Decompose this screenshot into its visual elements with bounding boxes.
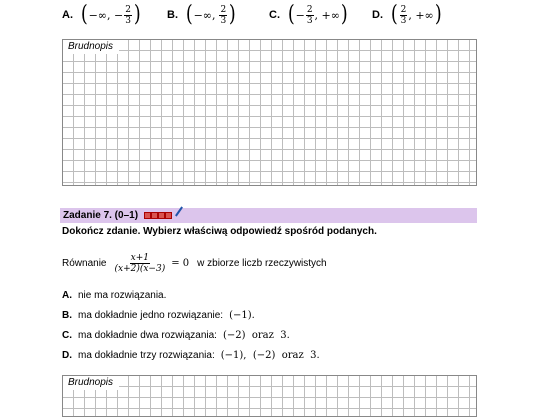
- equation: $\frac{x+1}{(x+2)(x-3)}$ = 0: [114, 252, 190, 274]
- option-c[interactable]: C. ( − $\frac{2}{3}$ , +∞ ): [269, 2, 348, 27]
- equation-line: [62, 250, 327, 276]
- scratchpad-label: Brudnopis: [63, 40, 119, 54]
- scratchpad-grid-bottom[interactable]: [62, 375, 477, 417]
- previous-options-row: [62, 4, 482, 30]
- answer-a[interactable]: A. nie ma rozwiązania.: [62, 290, 167, 301]
- answer-d[interactable]: D. ma dokładnie trzy rozwiązania: (−1), (−2) oraz 3.: [62, 350, 320, 361]
- option-b-interval: ( −∞, $\frac{2}{3}$ ): [185, 2, 236, 27]
- option-d-interval: ( $\frac{2}{3}$ , +∞ ): [390, 2, 442, 27]
- answer-c[interactable]: C. ma dokładnie dwa rozwiązania: (−2) oraz 3.: [62, 330, 290, 341]
- task-title: Zadanie 7. (0–1): [63, 210, 139, 221]
- equation-suffix: w zbiorze liczb rzeczywistych: [197, 257, 327, 269]
- option-c-interval: ( − $\frac{2}{3}$ , +∞ ): [287, 2, 348, 27]
- task-header: [60, 208, 477, 223]
- option-d[interactable]: D. ( $\frac{2}{3}$ , +∞ ): [372, 2, 442, 27]
- equation-prefix: Równanie: [62, 257, 107, 269]
- option-b[interactable]: B. ( −∞, $\frac{2}{3}$ ): [167, 2, 236, 27]
- answer-b[interactable]: B. ma dokładnie jedno rozwiązanie: (−1).: [62, 310, 255, 321]
- scratchpad-grid-top[interactable]: [62, 39, 477, 186]
- option-a[interactable]: A. ( −∞, − $\frac{2}{3}$ ): [62, 2, 141, 27]
- scratchpad-label-bottom: Brudnopis: [63, 376, 119, 390]
- task-instruction: Dokończ zdanie. Wybierz właściwą odpowiedź spośród podanych.: [62, 226, 377, 237]
- option-a-interval: ( −∞, − $\frac{2}{3}$ ): [80, 2, 141, 27]
- edit-marker-icon: [144, 212, 172, 219]
